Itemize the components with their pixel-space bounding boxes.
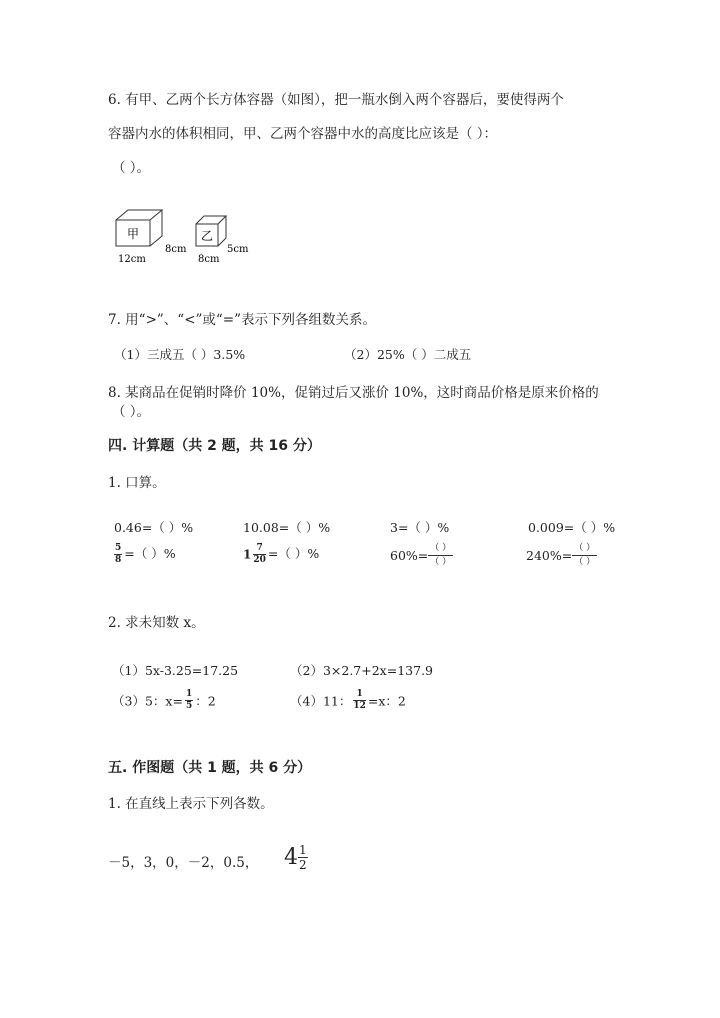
q6-line3: （ ）。 (112, 160, 151, 176)
fraction-7-20: $\frac{7}{20}$ (253, 543, 266, 565)
q8-line1: 8. 某商品在促销时降价 10%，促销过后又涨价 10%，这时商品价格是原来价格的 (108, 385, 599, 401)
calc-r1-c: 3=（ ）% (390, 520, 450, 535)
s4-q1-title: 1. 口算。 (108, 475, 166, 491)
fraction-1-5: $\frac{1}{5}$ (185, 689, 193, 711)
eq-2: （2）3×2.7+2x=137.9 (290, 663, 433, 678)
calc-r1-a: 0.46=（ ）% (114, 520, 194, 535)
box2-height: 5cm (227, 244, 249, 255)
box1-label: 甲 (126, 227, 140, 241)
eq-4: （4）11： $\frac{1}{12}$ =x：2 (290, 689, 406, 711)
calc-r2-b: 1 $\frac{7}{20}$ =（ ）% (243, 543, 320, 565)
s4-q2-title: 2. 求未知数 x。 (108, 615, 205, 631)
q8-line2: （ ）。 (112, 404, 151, 420)
s5-numbers: －5，3，0，－2，0.5， (108, 855, 259, 871)
box1-height: 8cm (165, 244, 187, 255)
q7-item1: （1）三成五（ ）3.5% (114, 347, 246, 362)
fraction-1-12: $\frac{1}{12}$ (353, 689, 366, 711)
box1-length: 12cm (118, 254, 146, 265)
q6-line2: 容器内水的体积相同，甲、乙两个容器中水的高度比应该是（ ）： (108, 126, 498, 142)
fraction-5-8: $\frac{5}{8}$ (115, 543, 122, 565)
eq-3: （3）5：x= $\frac{1}{5}$ ：2 (112, 689, 216, 711)
q7-line1: 7. 用“>”、“<”或“=”表示下列各组数关系。 (108, 312, 377, 328)
calc-r2-a: $\frac{5}{8}$ =（ ）% (115, 543, 176, 565)
fraction-blank-c: （ ） （ ） (430, 543, 452, 567)
q6-line1: 6. 有甲、乙两个长方体容器（如图），把一瓶水倒入两个容器后，要使得两个 (108, 92, 564, 108)
fraction-blank-d: （ ） （ ） (574, 543, 596, 567)
mixed-number-4-1-2: 4 $\frac{1}{2}$ (284, 843, 307, 872)
section4-title: 四. 计算题（共 2 题，共 16 分） (108, 438, 321, 454)
box2-label: 乙 (200, 229, 214, 243)
section5-title: 五. 作图题（共 1 题，共 6 分） (108, 760, 312, 776)
boxes-diagram (108, 200, 258, 270)
calc-r1-b: 10.08=（ ）% (243, 520, 331, 535)
calc-r1-d: 0.009=（ ）% (528, 520, 616, 535)
calc-r2-c: 60%= （ ） （ ） (390, 543, 452, 567)
eq-1: （1）5x-3.25=17.25 (112, 663, 239, 678)
q7-item2: （2）25%（ ）二成五 (344, 347, 472, 362)
q6-figure (108, 200, 258, 270)
box2-length: 8cm (198, 254, 220, 265)
calc-r2-d: 240%= （ ） （ ） (526, 543, 596, 567)
s5-q1-title: 1. 在直线上表示下列各数。 (108, 796, 274, 812)
